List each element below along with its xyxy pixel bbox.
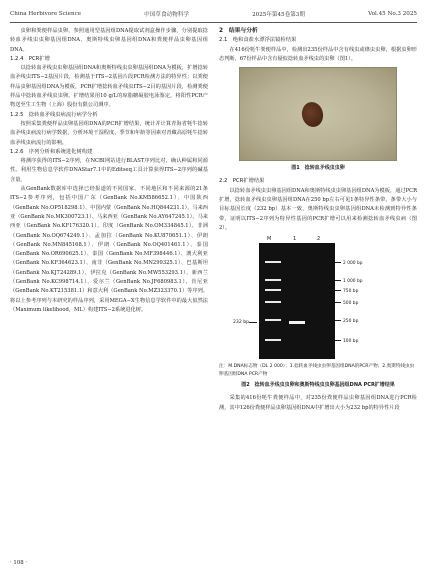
marker-band bbox=[265, 279, 281, 281]
section-2-1-text: 在416份牦牛粪便样品中，检测出235份样品中含有线虫或绦虫虫卵，根据虫卵形态判断，67份样品中含有疑似捻转血矛线虫的虫卵（图1）。 bbox=[219, 46, 417, 62]
section-1-2-4-heading: 1.2.4 PCR扩增 bbox=[10, 55, 50, 62]
figure-1-caption: 图1 捻转血矛线虫虫卵 bbox=[291, 165, 345, 172]
section-1-2-4-text: 以捻转血矛线虫虫卵基因组DNA和奥斯特线虫虫卵基因组DNA为模板，扩增捻转血矛线虫ITS−2基因片段，检测基于ITS−2基因片段PCR检测方法的特异性；以粪便样品虫卵基因组DNA为模板，PCR扩增捻转血矛线虫ITS−2目的基因片段，检测粪便样品中捻转血矛线虫虫卵。扩增结果用10 g/L的琼脂糖凝胶电泳鉴定，将阳性PCR产物送至生工生物（上海）股份有限公司测序。 bbox=[10, 65, 208, 109]
marker-size-tick bbox=[335, 280, 341, 281]
marker-band bbox=[265, 261, 281, 263]
marker-size-label: 750 bp bbox=[343, 289, 359, 295]
marker-size-label: 1 000 bp bbox=[343, 279, 363, 285]
right-column bbox=[219, 27, 417, 413]
section-2-2-text: 以捻转血矛线虫虫卵基因组DNA和奥斯特线虫虫卵基因组DNA为模板，通过PCR扩增，捻转血矛线虫虫卵基因组DNA在250 bp左右可见1条特异性条带，条带大小与目标基因长度（232 bp）基本一致，奥斯特线虫虫卵基因组DNA未检测到特异性条带，证明以ITS−2序列为特异性基因的PCR扩增可以用来检测捻转血矛线虫病（图2）。 bbox=[219, 187, 417, 231]
intro-paragraph: 虫卵和粪便样品虫卵，参照通用型基因组DNA提取试剂盒操作步骤，分别提取捻转血矛线虫虫卵基因组DNA、奥斯特线虫卵基因组DNA和粪便样品虫卵基因组DNA。 bbox=[10, 28, 208, 53]
band-size-tick bbox=[249, 322, 257, 323]
lane-label-2: 2 bbox=[317, 236, 321, 243]
section-1-2-6-text: 将测序获得的ITS−2序列，在NCBI网站进行BLAST序列比对，确认种属和同源性。利用生物信息学软件DNAStar7.1中的Editseq工具计算获得ITS−2序列的碱基含量。 bbox=[10, 158, 208, 183]
gel-image bbox=[259, 243, 335, 359]
lane-label-1: 1 bbox=[293, 236, 297, 243]
lane-label-m: M bbox=[267, 236, 272, 243]
issue-info: 2025年第45卷第3期 bbox=[252, 12, 305, 18]
volume-info: Vol.45 No.3 2025 bbox=[368, 11, 417, 17]
left-column bbox=[10, 27, 208, 315]
page-number: · 108 · bbox=[10, 560, 28, 566]
section-2-heading: 2 结果与分析 bbox=[219, 28, 258, 34]
marker-size-label: 2 000 bp bbox=[343, 261, 363, 267]
section-2-1-heading: 2.1 绝和食盐水漂浮法镜检结果 bbox=[219, 37, 297, 44]
figure-2-note: 注：M.DNA标志物（DL 2 000）；1.捻转血矛线虫虫卵基因组DNA的PCR产物；2.奥斯特线虫虫卵基因组DNA PCR产物 bbox=[219, 364, 415, 377]
marker-size-label: 500 bp bbox=[343, 301, 359, 307]
figure-1 bbox=[219, 67, 417, 173]
pcr-product-band bbox=[289, 321, 305, 323]
marker-size-tick bbox=[335, 290, 341, 291]
marker-band bbox=[265, 301, 281, 303]
band-size-label: 232 bp bbox=[233, 320, 250, 326]
section-1-2-5-text: 按照采集粪便样品虫卵基因组DNA的PCR扩增结果，统计并计算青海省牦牛捻转血矛线虫病流行病学数据，分析环境干湿程度、季节和年龄等因素对青藏高原牦牛捻转血矛线虫病流行的影响。 bbox=[10, 120, 208, 146]
running-header bbox=[10, 8, 417, 20]
marker-band bbox=[265, 339, 281, 341]
section-2-2-heading: 2.2 PCR扩增结果 bbox=[219, 178, 265, 185]
marker-size-tick bbox=[335, 302, 341, 303]
figure-2-caption: 图2 捻转血矛线虫虫卵和奥斯特线虫虫卵基因组DNA PCR扩增结果 bbox=[241, 382, 395, 389]
header-rule bbox=[10, 22, 417, 23]
section-1-2-5-heading: 1.2.5 捻转血矛线虫病流行病学分析 bbox=[10, 111, 98, 118]
genbank-references-text: 从GenBank数据库中选择已经报道的不同国家、不同地区和不同来源的21条ITS−2参考序列，包括中国广东（GenBank No.KM586652.1）、中国陕西（GenBank No.OP518298.1）、中国内蒙（GenBank No.HQ844231.1）、马来西亚（GenBank No.MK300723.1）、马来西亚（GenBank No.AY647245.1）、马来西亚（GenBank No.KF176320.1）、印度（GenBank No.OM334845.1）、非洲（GenBank No.OQ674249.1）、孟加拉（GenBank No.KU870651.1）、伊朗（GenBank No.MN845168.1）、伊朗（GenBank No.OQ401461.1）、泰国（GenBank No.OR690625.1）、泰国（GenBank No.MF398446.1）、澳大利亚（GenBank No.KF364623.1）、南非（GenBank No.MN299325.1）、巴基斯坦（GenBank No.KJ724289.1）、伊拉克（GenBank No.MW553293.1）、新西兰（GenBank No.KC998714.1）、爱尔兰（GenBank No.JF680983.1）、肯尼亚（GenBank No.KT215381.1）和意大利（GenBank No.MZ323370.1）等序列。将以上参考序列与本研究的样品序列，采用MEGA−X生物信息学软件中的最大似然法（Maximum likelihood，ML）构建ITS−2系统进化树。 bbox=[10, 186, 208, 313]
marker-band bbox=[265, 289, 281, 291]
marker-size-label: 100 bp bbox=[343, 339, 359, 345]
journal-english-name: China Herbivore Science bbox=[10, 11, 82, 17]
marker-band bbox=[265, 319, 281, 321]
figure-2-gel bbox=[219, 235, 417, 361]
journal-chinese-name: 中国草食动物科学 bbox=[144, 12, 189, 18]
section-1-2-6-heading: 1.2.6 序列分析和系统进化树构建 bbox=[10, 148, 93, 155]
egg-micrograph bbox=[239, 67, 397, 161]
marker-size-label: 250 bp bbox=[343, 319, 359, 325]
nematode-egg bbox=[300, 100, 326, 129]
final-paragraph: 采集的416份牦牛粪便样品中，对235份粪便样品虫卵基因组DNA进行PCR检测，其中126份粪便样品虫卵基因组DNA中扩增出大小为232 bp的特异性片段 bbox=[219, 395, 417, 411]
marker-size-tick bbox=[335, 340, 341, 341]
marker-size-tick bbox=[335, 262, 341, 263]
marker-size-tick bbox=[335, 320, 341, 321]
